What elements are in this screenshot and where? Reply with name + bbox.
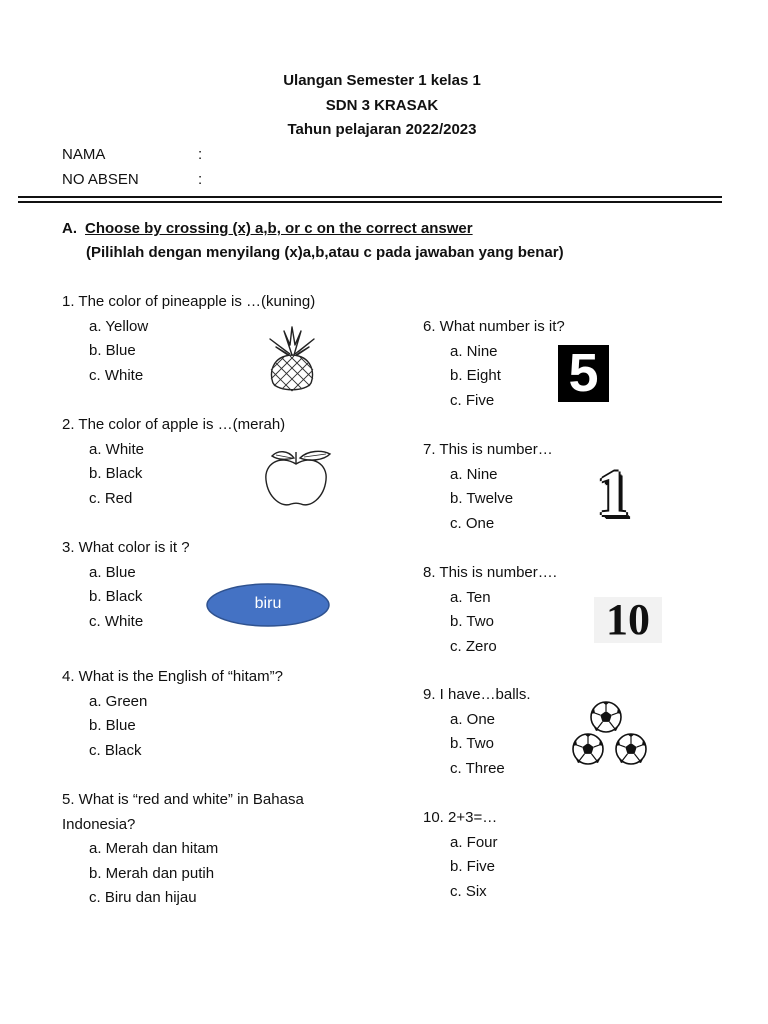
question-stem: 2. The color of apple is …(merah) <box>62 416 286 433</box>
name-colon: : <box>198 146 203 163</box>
name-label: NAMA <box>62 146 106 163</box>
question-stem: 8. This is number…. <box>423 564 557 581</box>
absen-label: NO ABSEN <box>62 171 139 188</box>
option-a[interactable]: a. Yellow <box>89 317 149 335</box>
question-stem: 7. This is number… <box>423 441 553 458</box>
worksheet-title: Ulangan Semester 1 kelas 1 <box>283 72 481 89</box>
option-c[interactable]: c. Black <box>89 741 142 759</box>
question-stem: 1. The color of pineapple is …(kuning) <box>62 293 316 310</box>
option-b[interactable]: b. Black <box>89 465 143 483</box>
blue-oval-label: biru <box>254 595 282 612</box>
option-a[interactable]: a. Ten <box>450 588 491 606</box>
section-letter: A. <box>62 220 77 237</box>
number-one-image: 1 <box>596 457 630 530</box>
school-year: Tahun pelajaran 2022/2023 <box>287 121 477 138</box>
option-b[interactable]: b. Black <box>89 588 143 606</box>
option-c[interactable]: c. Five <box>450 391 495 409</box>
question-7 <box>423 441 553 539</box>
option-b[interactable]: b. Blue <box>89 717 136 735</box>
question-stem: 5. What is “red and white” in Bahasa <box>62 791 304 808</box>
option-a[interactable]: a. Nine <box>450 342 498 360</box>
option-c[interactable]: c. Three <box>450 759 505 777</box>
option-a[interactable]: a. White <box>89 440 145 458</box>
option-a[interactable]: a. One <box>450 710 496 728</box>
question-10 <box>423 809 498 907</box>
school-name: SDN 3 KRASAK <box>325 97 439 114</box>
number-five-image: 5 <box>558 345 609 402</box>
option-c[interactable]: c. Six <box>450 882 487 900</box>
question-6 <box>423 318 565 416</box>
option-b[interactable]: b. Five <box>450 858 496 876</box>
apple-icon <box>258 448 336 508</box>
header-rule-bottom <box>18 201 722 203</box>
soccer-balls-icon <box>568 700 652 768</box>
question-8 <box>423 564 557 662</box>
question-stem: 4. What is the English of “hitam”? <box>62 668 283 685</box>
number-ten-image: 10 <box>594 597 662 643</box>
option-b[interactable]: b. Twelve <box>450 490 514 508</box>
option-b[interactable]: b. Two <box>450 613 494 631</box>
option-c[interactable]: c. One <box>450 514 495 532</box>
question-stem: 3. What color is it ? <box>62 539 190 556</box>
question-5 <box>62 791 304 914</box>
option-a[interactable]: a. Four <box>450 833 498 851</box>
option-b[interactable]: b. Blue <box>89 342 136 360</box>
option-c[interactable]: c. Zero <box>450 637 497 655</box>
option-a[interactable]: a. Green <box>89 692 148 710</box>
option-a[interactable]: a. Blue <box>89 563 136 581</box>
question-stem: 9. I have…balls. <box>423 686 531 703</box>
option-b[interactable]: b. Two <box>450 735 494 753</box>
pineapple-icon <box>254 325 330 393</box>
option-c[interactable]: c. Red <box>89 489 133 507</box>
option-b[interactable]: b. Eight <box>450 367 501 385</box>
option-b[interactable]: b. Merah dan putih <box>89 864 215 882</box>
question-2 <box>62 416 285 514</box>
option-c[interactable]: c. Biru dan hijau <box>89 889 197 907</box>
option-a[interactable]: a. Nine <box>450 465 498 483</box>
instruction-english: Choose by crossing (x) a,b, or c on the correct answer <box>85 220 473 237</box>
option-a[interactable]: a. Merah dan hitam <box>89 840 219 858</box>
question-stem: 10. 2+3=… <box>423 809 498 826</box>
absen-colon: : <box>198 171 203 188</box>
question-9 <box>423 686 531 784</box>
question-4 <box>62 668 283 766</box>
question-3 <box>62 539 190 637</box>
option-c[interactable]: c. White <box>89 366 144 384</box>
header-rule-top <box>18 196 722 198</box>
question-stem: 6. What number is it? <box>423 318 565 335</box>
instruction-indonesian: (Pilihlah dengan menyilang (x)a,b,atau c pada jawaban yang benar) <box>86 244 564 261</box>
option-c[interactable]: c. White <box>89 612 144 630</box>
question-stem-continued: Indonesia? <box>62 815 136 833</box>
